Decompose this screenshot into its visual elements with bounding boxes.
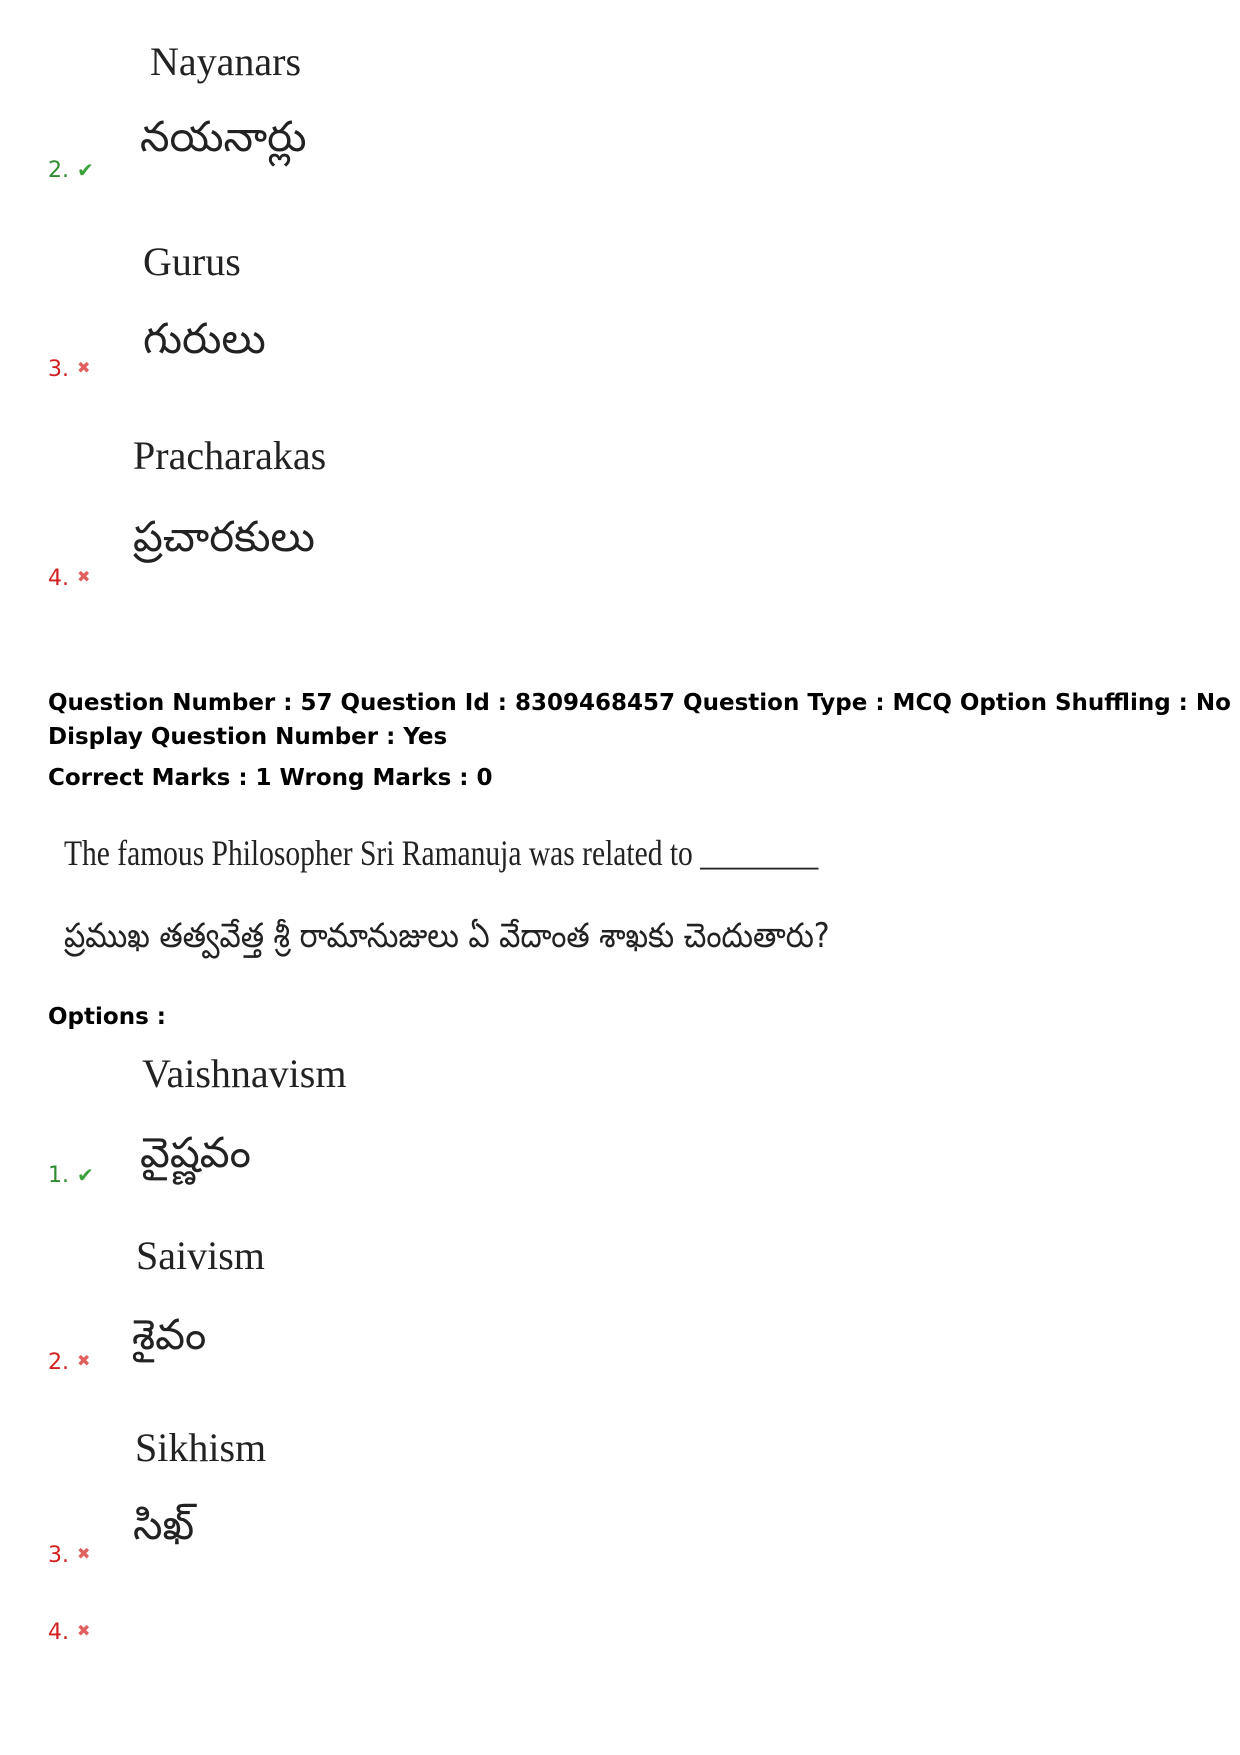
option-2-marker [48, 1350, 90, 1375]
prev-option-3-number: 3. [48, 357, 69, 382]
prev-option-2-marker [48, 158, 94, 183]
prev-option-3-telugu: గురులు [143, 314, 266, 363]
option-2-telugu: శైవం [132, 1310, 207, 1359]
option-3-english: Sikhism [135, 1425, 267, 1470]
option-4-number: 4. [48, 1620, 69, 1645]
prev-option-4-english: Pracharakas [133, 433, 327, 478]
check-icon: ✔ [77, 158, 94, 182]
option-3-number: 3. [48, 1543, 69, 1568]
question-meta-line-2: Display Question Number : Yes [48, 724, 448, 750]
option-3-telugu: సిఖ్ [133, 1500, 195, 1549]
options-label: Options : [48, 1004, 166, 1030]
option-4-marker [48, 1620, 90, 1645]
question-text-english: The famous Philosopher Sri Ramanuja was related to ________ [64, 833, 819, 873]
prev-option-2-english: Nayanars [150, 39, 302, 84]
prev-option-3-english: Gurus [143, 239, 241, 284]
cross-icon: ✖ [77, 358, 91, 377]
cross-icon: ✖ [77, 1351, 91, 1370]
option-1-english: Vaishnavism [142, 1051, 347, 1096]
cross-icon: ✖ [77, 567, 91, 586]
prev-option-3-marker [48, 357, 90, 382]
option-3-marker [48, 1543, 90, 1568]
question-text-telugu: ప్రముఖ తత్వవేత్త శ్రీ రామానుజులు ఏ వేదాంత శాఖకు చెందుతారు? [64, 916, 830, 956]
check-icon: ✔ [77, 1163, 94, 1187]
option-2-number: 2. [48, 1350, 69, 1375]
cross-icon: ✖ [77, 1621, 91, 1640]
prev-option-4-telugu: ప్రచారకులు [133, 512, 315, 561]
prev-option-4-number: 4. [48, 566, 69, 591]
prev-option-2-telugu: నయనార్లు [140, 112, 307, 161]
option-1-telugu: వైష్ణవం [140, 1128, 251, 1177]
prev-option-4-marker [48, 566, 90, 591]
option-2-english: Saivism [136, 1233, 265, 1278]
cross-icon: ✖ [77, 1544, 91, 1563]
question-marks: Correct Marks : 1 Wrong Marks : 0 [48, 765, 493, 791]
prev-option-2-number: 2. [48, 158, 69, 183]
option-1-number: 1. [48, 1163, 69, 1188]
option-1-marker [48, 1163, 94, 1188]
question-meta-line-1: Question Number : 57 Question Id : 8309468457 Question Type : MCQ Option Shuffling : No [48, 690, 1231, 716]
